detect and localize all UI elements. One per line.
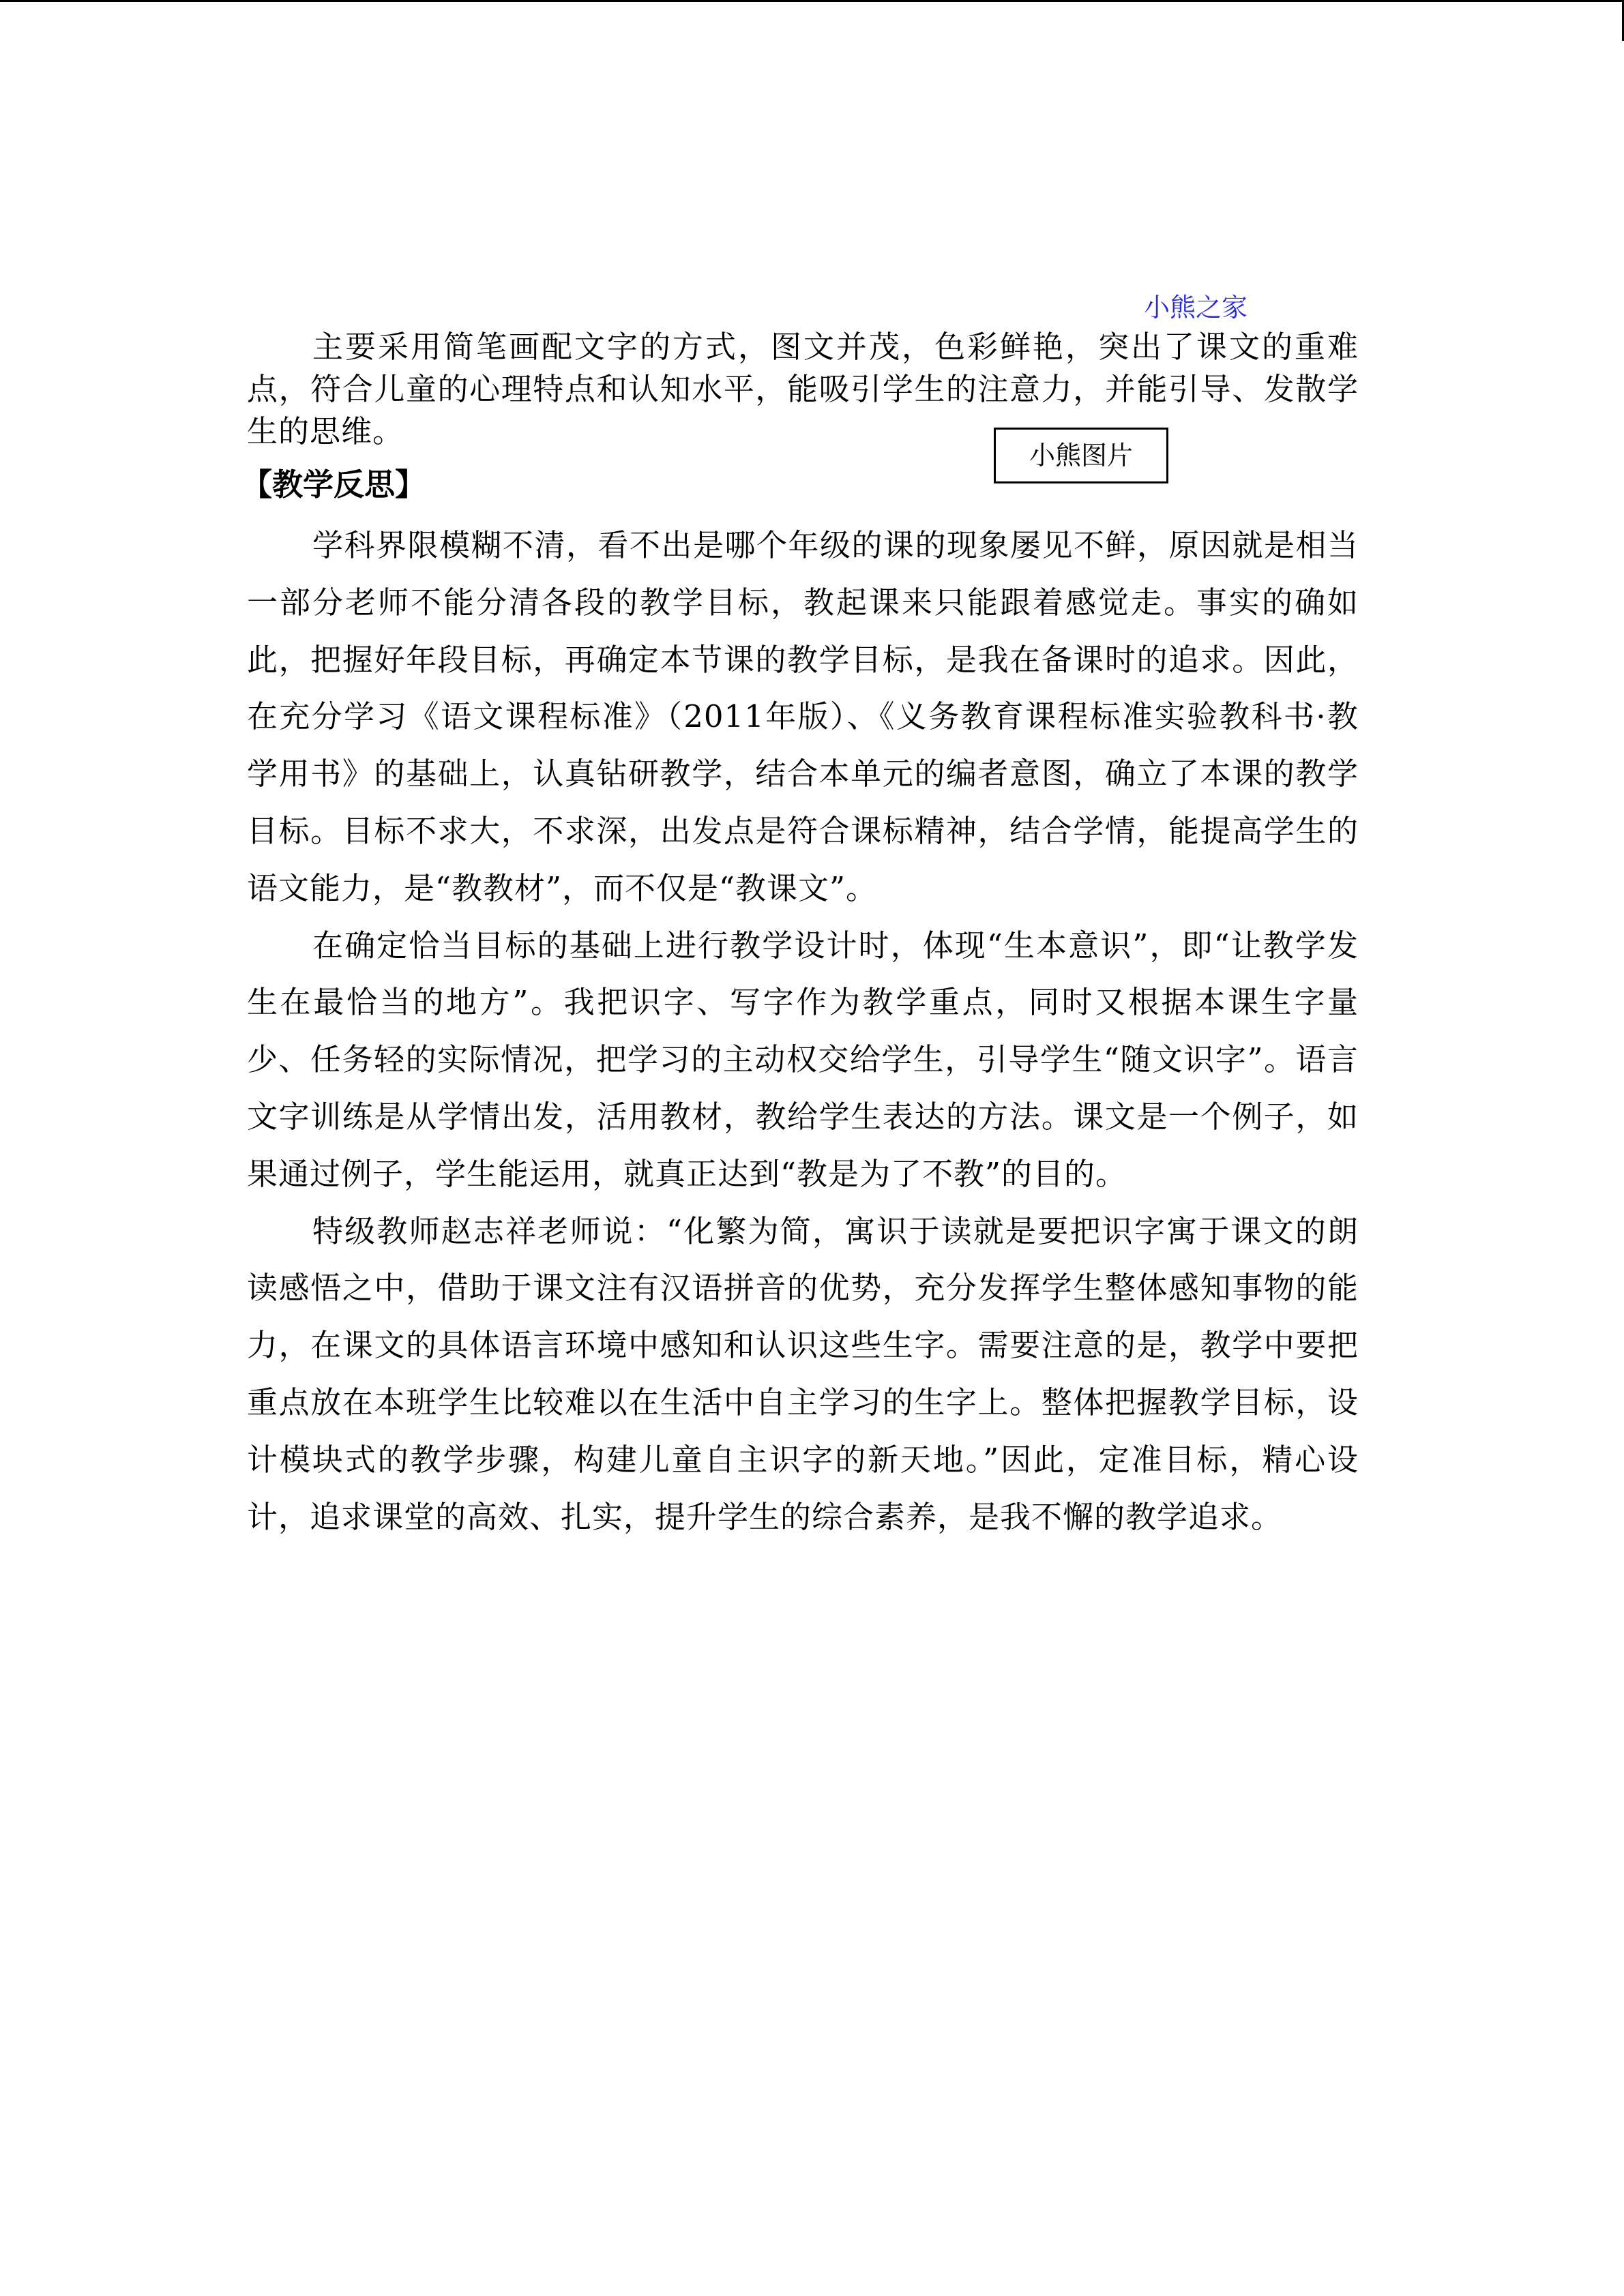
intro-paragraph: 主要采用简笔画配文字的方式，图文并茂，色彩鲜艳，突出了课文的重难点，符合儿童的心理特点和认知水平，能吸引学生的注意力，并能引导、发散学生的思维。 (247, 329, 1359, 449)
reflection-body (247, 517, 1359, 1545)
reflection-paragraph-1: 学科界限模糊不清，看不出是哪个年级的课的现象屡见不鲜，原因就是相当一部分老师不能分清各段的教学目标，教起课来只能跟着感觉走。事实的确如此，把握好年段目标，再确定本节课的教学目标，是我在备课时的追求。因此，在充分学习《语文课程标准》（2011年版）、《义务教育课程标准实验教科书·教学用书》的基础上，认真钻研教学，结合本单元的编者意图，确立了本课的教学目标。目标不求大，不求深，出发点是符合课标精神，结合学情，能提高学生的语文能力，是“教教材”，而不仅是“教课文”。 (247, 527, 1359, 906)
reflection-paragraph-2: 在确定恰当目标的基础上进行教学设计时，体现“生本意识”，即“让教学发生在最恰当的地方”。我把识字、写字作为教学重点，同时又根据本课生字量少、任务轻的实际情况，把学习的主动权交给学生，引导学生“随文识字”。语言文字训练是从学情出发，活用教材，教给学生表达的方法。课文是一个例子，如果通过例子，学生能运用，就真正达到“教是为了不教”的目的。 (247, 927, 1359, 1192)
header-link[interactable]: 小熊之家 (1144, 293, 1248, 323)
reflection-paragraph-3: 特级教师赵志祥老师说：“化繁为简，寓识于读就是要把识字寓于课文的朗读感悟之中，借助于课文注有汉语拼音的优势，充分发挥学生整体感知事物的能力，在课文的具体语言环境中感知和认识这些生字。需要注意的是，教学中要把重点放在本班学生比较难以在生活中自主学习的生字上。整体把握教学目标，设计模块式的教学步骤，构建儿童自主识字的新天地。”因此，定准目标，精心设计，追求课堂的高效、扎实，提升学生的综合素养，是我不懈的教学追求。 (247, 1212, 1359, 1535)
section-heading: 【教学反思】 (241, 466, 426, 503)
image-placeholder-box: 小熊图片 (994, 428, 1168, 483)
document-page (241, 0, 1359, 2296)
